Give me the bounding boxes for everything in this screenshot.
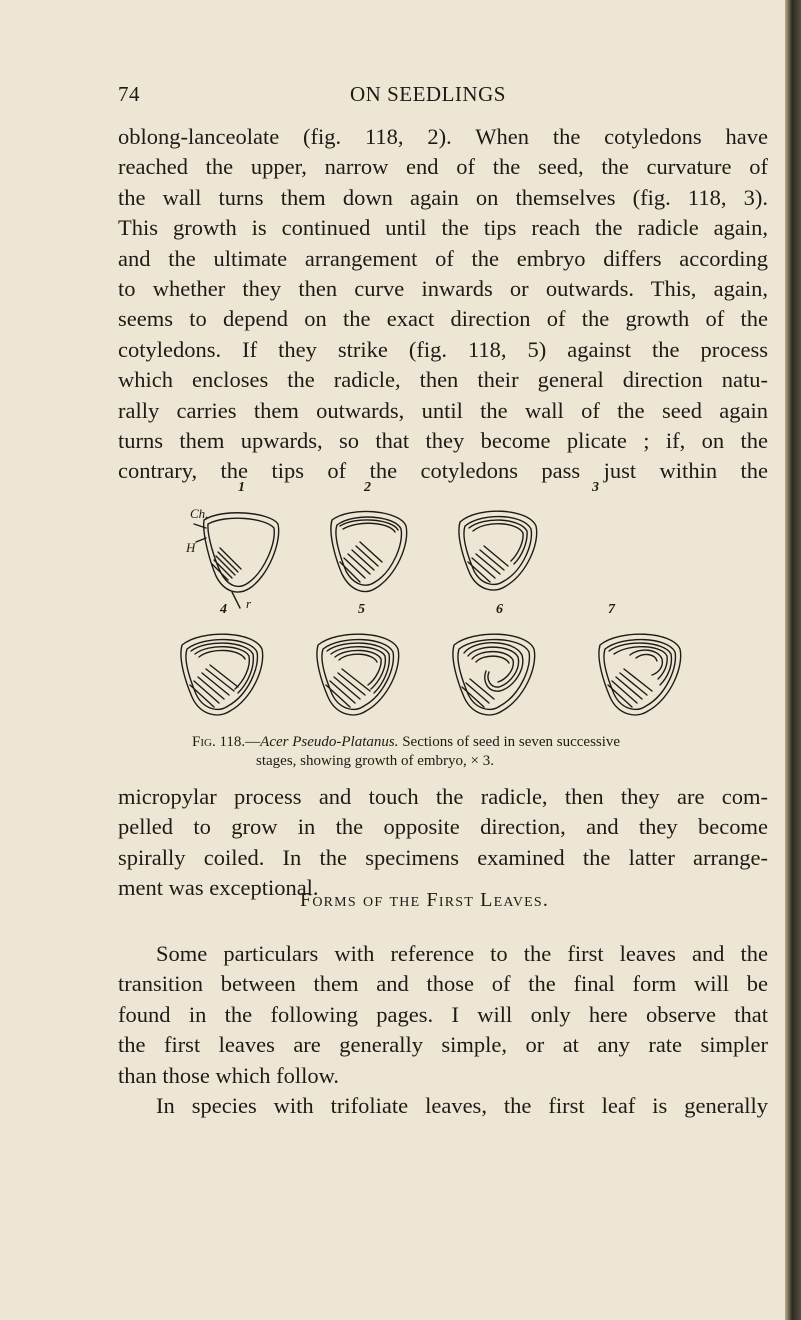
running-title: ON SEEDLINGS: [350, 82, 506, 106]
text-line: oblong-lanceolate (fig. 118, 2). When the cotyledons have: [118, 124, 768, 149]
text-line: contrary, the tips of the cotyledons pass just within the: [118, 458, 768, 484]
text-line: the first leaves are generally simple, or at any rate simpler: [118, 1032, 768, 1058]
caption-species: Acer Pseudo-Platanus.: [260, 734, 399, 750]
page-header: [118, 82, 718, 112]
caption-line-1: Fig. 118.—Acer Pseudo-Platanus. Sections of seed in seven successive: [192, 734, 621, 750]
paragraph-2: [118, 782, 768, 904]
figure-118: [180, 470, 720, 732]
text-line: pelled to grow in the opposite direction, and they become: [118, 814, 768, 840]
text-line: micropylar process and touch the radicle, then they are com-: [118, 784, 768, 809]
figure-caption: [192, 733, 752, 771]
label-radicle: r: [246, 596, 252, 611]
seed-section-5: [317, 634, 399, 715]
seed-section-1: [194, 513, 279, 608]
seed-section-7: [599, 634, 681, 715]
caption-text: Sections of seed in seven successive: [402, 734, 621, 750]
text-line: transition between them and those of the final form will be: [118, 971, 768, 997]
label-hilum: H: [186, 540, 196, 555]
text-line: cotyledons. If they strike (fig. 118, 5) against the process: [118, 336, 768, 362]
stage-label-7: 7: [608, 602, 615, 617]
paragraph-1: [118, 122, 768, 487]
text-line: which encloses the radicle, then their general direction natu-: [118, 367, 768, 393]
caption-label: Fig. 118.: [192, 734, 246, 750]
stage-label-2: 2: [364, 480, 371, 495]
stage-label-1: 1: [238, 480, 245, 495]
caption-line-2: stages, showing growth of embryo, × 3.: [256, 753, 495, 769]
text-line: reached the upper, narrow end of the seed, the curvature of: [118, 154, 768, 180]
text-line: This growth is continued until the tips reach the radicle again,: [118, 215, 768, 241]
seed-section-2: [331, 511, 407, 591]
text-line: Some particulars with reference to the first leaves and the: [156, 941, 768, 966]
text-line: rally carries them outwards, until the wall of the seed again: [118, 397, 768, 423]
seed-section-6: [453, 634, 535, 715]
text-line: than those which follow.: [118, 1062, 340, 1088]
page-number: 74: [118, 82, 140, 106]
label-chalaza: Ch.: [190, 506, 209, 521]
stage-label-3: 3: [592, 480, 599, 495]
section-heading: Forms of the First Leaves.: [300, 889, 550, 911]
text-line: the wall turns them down again on themselves (fig. 118, 3).: [118, 184, 768, 210]
text-line: In species with trifoliate leaves, the first leaf is generally: [156, 1093, 768, 1119]
stage-label-6: 6: [496, 602, 503, 617]
text-line: to whether they then curve inwards or outwards. This, again,: [118, 276, 768, 302]
seed-section-3: [459, 511, 537, 590]
seed-sections-drawing: [180, 470, 720, 732]
text-line: ment was exceptional.: [118, 875, 319, 901]
page-binding-edge: [785, 0, 801, 1320]
text-line: seems to depend on the exact direction of the growth of the: [118, 306, 768, 332]
text-line: and the ultimate arrangement of the embryo differs according: [118, 245, 768, 271]
text-line: spirally coiled. In the specimens examined the latter arrange-: [118, 844, 768, 870]
stage-label-4: 4: [220, 602, 227, 617]
stage-label-5: 5: [358, 602, 365, 617]
paragraph-3: [118, 939, 768, 1121]
text-line: found in the following pages. I will only here observe that: [118, 1001, 768, 1027]
seed-section-4: [181, 634, 263, 715]
text-line: turns them upwards, so that they become plicate ; if, on the: [118, 428, 768, 454]
